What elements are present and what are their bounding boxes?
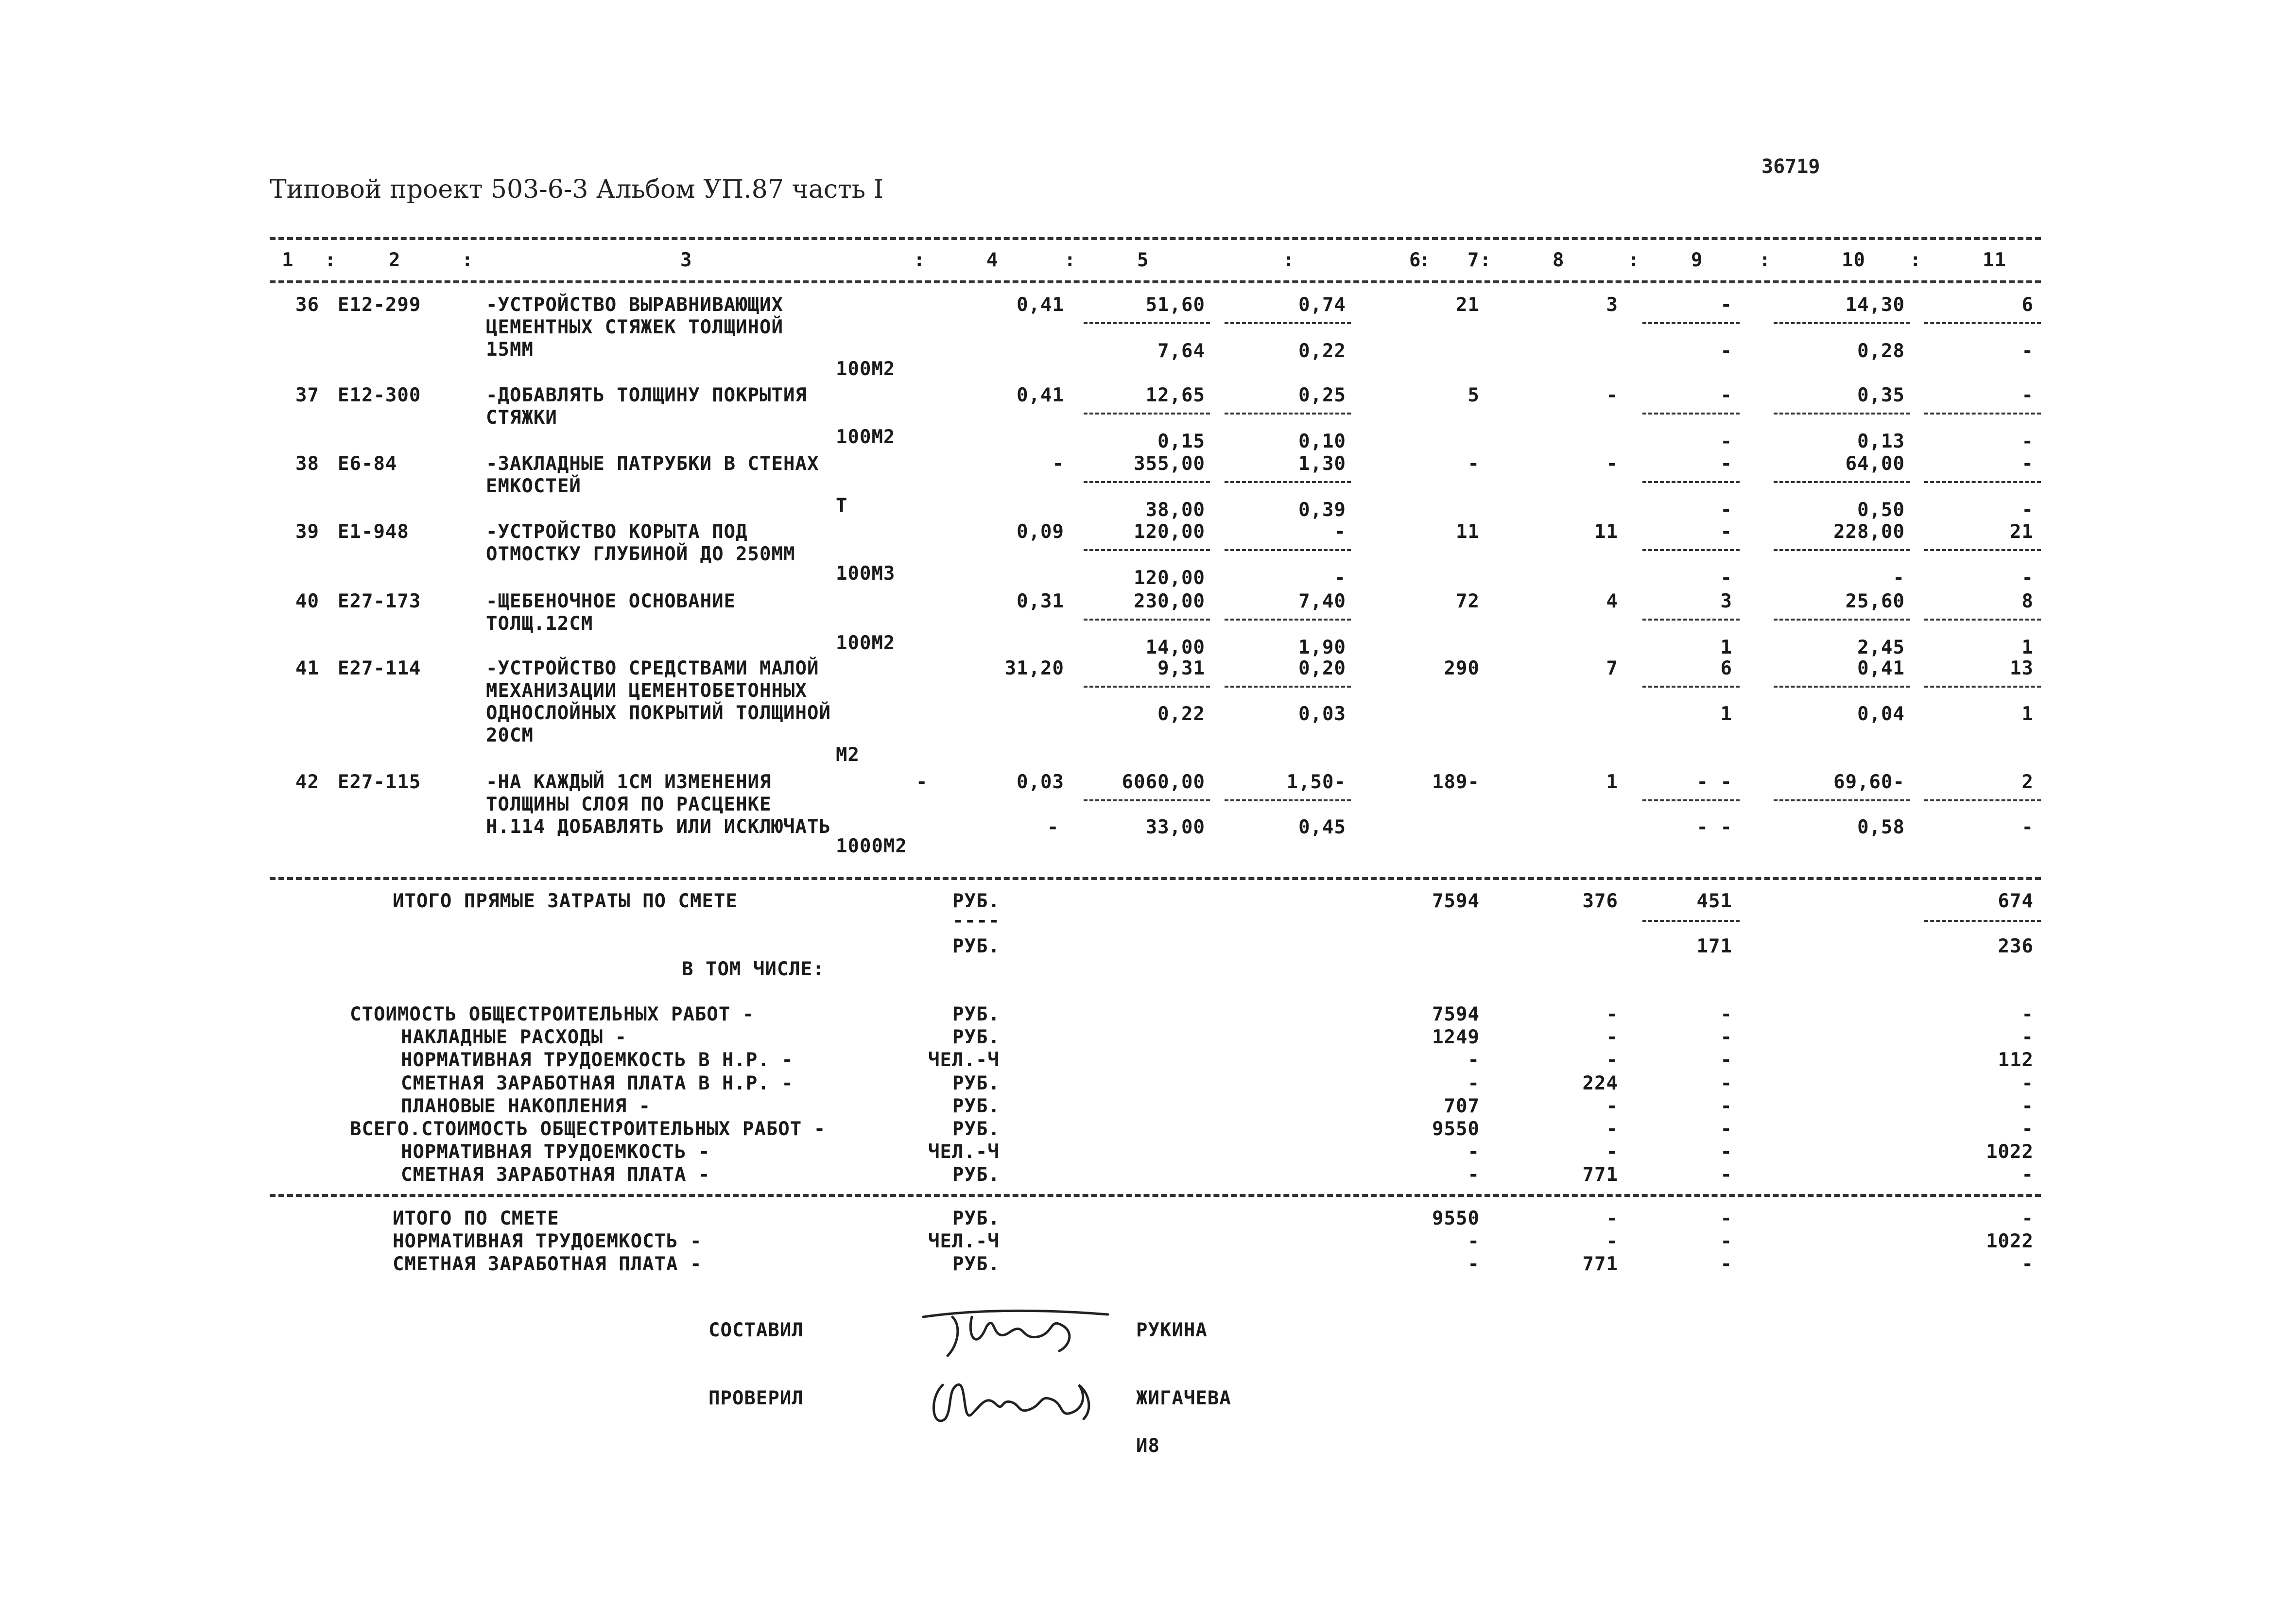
summary-col-7: 1249 xyxy=(1432,1026,1480,1048)
value-col-11: - xyxy=(2021,384,2034,406)
value-col-7: 290 xyxy=(1444,657,1480,679)
column-separator: : xyxy=(1628,249,1640,271)
top-rule xyxy=(270,237,2041,240)
value-col-4: - xyxy=(1052,453,1064,475)
work-description: -УСТРОЙСТВО ВЫРАВНИВАЮЩИХ xyxy=(486,294,783,316)
sub-rule xyxy=(1924,549,2041,551)
compiled-label: СОСТАВИЛ xyxy=(708,1319,804,1341)
sheet-number: 36719 xyxy=(1761,156,1820,178)
sub-rule xyxy=(1642,322,1740,324)
row-number: 36 xyxy=(295,294,319,316)
sub-rule xyxy=(1084,549,1210,551)
column-number: 11 xyxy=(1983,249,2006,271)
sub-rule xyxy=(1642,481,1740,483)
rate-code: Е27-114 xyxy=(338,657,421,679)
sub-rule xyxy=(1642,619,1740,621)
salary-col-9: - xyxy=(1720,499,1732,521)
checked-label: ПРОВЕРИЛ xyxy=(708,1387,804,1409)
unit: 1000М2 xyxy=(836,835,907,857)
row-number: 37 xyxy=(295,384,319,406)
rate-code: Е27-173 xyxy=(338,590,421,612)
work-description: ТОЛЩ.12СМ xyxy=(486,613,593,635)
sub-rule xyxy=(1225,799,1351,801)
final-col-11: - xyxy=(2021,1253,2034,1275)
value-col-10: 0,41 xyxy=(1857,657,1905,679)
unit: РУБ. xyxy=(952,1095,1000,1117)
value-col-7: - xyxy=(1467,453,1480,475)
work-description: МЕХАНИЗАЦИИ ЦЕМЕНТОБЕТОННЫХ xyxy=(486,680,807,702)
salary-col-5: 33,00 xyxy=(1145,816,1205,838)
sub-rule xyxy=(1774,322,1910,324)
salary-col-10: 2,45 xyxy=(1857,637,1905,658)
column-separator: : xyxy=(1064,249,1076,271)
sub-rule xyxy=(1084,686,1210,688)
summary-col-8: - xyxy=(1606,1095,1618,1117)
column-number: 2 xyxy=(389,249,401,271)
summary-col-8: - xyxy=(1606,1049,1618,1071)
unit: ЧЕЛ.-Ч xyxy=(928,1230,1000,1252)
column-separator: : xyxy=(1910,249,1922,271)
unit: РУБ. xyxy=(952,1026,1000,1048)
compiled-name: РУКИНА xyxy=(1136,1319,1208,1341)
column-number: 4 xyxy=(986,249,999,271)
sub-rule xyxy=(1774,619,1910,621)
unit-dash: ---- xyxy=(952,910,1000,932)
value-col-7: 21 xyxy=(1456,294,1480,316)
value-col-5: 120,00 xyxy=(1134,521,1205,543)
row-number: 42 xyxy=(295,771,319,793)
sub-rule xyxy=(1774,481,1910,483)
salary-col-9: 1 xyxy=(1720,703,1732,725)
row-number: 41 xyxy=(295,657,319,679)
sub-rule xyxy=(1225,686,1351,688)
summary-col-7: 7594 xyxy=(1432,1003,1480,1025)
sub-rule xyxy=(1642,799,1740,801)
unit: М2 xyxy=(836,744,860,766)
final-col-11: - xyxy=(2021,1208,2034,1229)
value-col-10: 0,35 xyxy=(1857,384,1905,406)
rate-code: Е27-115 xyxy=(338,771,421,793)
unit: 100М2 xyxy=(836,632,896,654)
work-description: 20СМ xyxy=(486,725,534,746)
summary-line-label: НОРМАТИВНАЯ ТРУДОЕМКОСТЬ В Н.Р. - xyxy=(401,1049,794,1071)
value-col-4: 0,41 xyxy=(1017,384,1064,406)
value-col-4: 0,09 xyxy=(1017,521,1064,543)
sub-rule xyxy=(1642,920,1740,922)
summary-col-8: 224 xyxy=(1582,1072,1618,1094)
total-col-9: 451 xyxy=(1696,890,1732,912)
sub-rule xyxy=(1774,686,1910,688)
value-col-8: 11 xyxy=(1594,521,1618,543)
salary-col-11: 1 xyxy=(2021,703,2034,725)
summary-col-7: - xyxy=(1467,1141,1480,1163)
compiled-signature xyxy=(918,1297,1122,1361)
unit: 100М2 xyxy=(836,426,896,448)
final-line-label: СМЕТНАЯ ЗАРАБОТНАЯ ПЛАТА - xyxy=(393,1253,702,1275)
salary-col-9: - xyxy=(1720,431,1732,452)
summary-col-8: 771 xyxy=(1582,1164,1618,1186)
summary-col-9: - xyxy=(1720,1164,1732,1186)
value-col-8: 7 xyxy=(1606,657,1618,679)
unit: 100М3 xyxy=(836,563,896,585)
summary-col-9: - xyxy=(1720,1049,1732,1071)
unit: ЧЕЛ.-Ч xyxy=(928,1141,1000,1163)
value-col-9: - xyxy=(1720,384,1732,406)
value-col-5: 6060,00 xyxy=(1122,771,1205,793)
summary-col-7: 9550 xyxy=(1432,1118,1480,1140)
salary-col-9: - xyxy=(1720,340,1732,362)
value-col-8: 3 xyxy=(1606,294,1618,316)
salary-col-6: 0,22 xyxy=(1298,340,1346,362)
section-rule xyxy=(270,877,2041,880)
final-col-9: - xyxy=(1720,1230,1732,1252)
work-description: ТОЛЩИНЫ СЛОЯ ПО РАСЦЕНКЕ xyxy=(486,794,772,815)
value-col-11: - xyxy=(2021,453,2034,475)
work-description: ОДНОСЛОЙНЫХ ПОКРЫТИЙ ТОЛЩИНОЙ xyxy=(486,702,831,724)
value-col-9: - xyxy=(1720,453,1732,475)
header-rule xyxy=(270,280,2041,283)
checked-name: ЖИГАЧЕВА xyxy=(1136,1387,1231,1409)
column-separator: : xyxy=(325,249,337,271)
value-col-6: 7,40 xyxy=(1298,590,1346,612)
sub-rule xyxy=(1225,413,1351,415)
value-col-6: 0,74 xyxy=(1298,294,1346,316)
sub-rule xyxy=(1225,619,1351,621)
salary-col-5: 38,00 xyxy=(1145,499,1205,521)
value-col-11: 13 xyxy=(2010,657,2034,679)
sub-rule xyxy=(1225,322,1351,324)
salary-col-10: 0,04 xyxy=(1857,703,1905,725)
sub-rule xyxy=(1084,413,1210,415)
value-col-9: - - xyxy=(1696,771,1732,793)
value-col-7: 5 xyxy=(1467,384,1480,406)
including-label: В ТОМ ЧИСЛЕ: xyxy=(682,958,825,980)
value-col-4: 31,20 xyxy=(1004,657,1064,679)
salary-col-6: 0,39 xyxy=(1298,499,1346,521)
unit: РУБ. xyxy=(952,1208,1000,1229)
work-description: -УСТРОЙСТВО КОРЫТА ПОД xyxy=(486,521,748,543)
summary-col-11: - xyxy=(2021,1118,2034,1140)
total-salary-col-9: 171 xyxy=(1696,935,1732,957)
value-col-9: - xyxy=(1720,294,1732,316)
final-col-7: - xyxy=(1467,1230,1480,1252)
value-col-8: 1 xyxy=(1606,771,1618,793)
total-col-8: 376 xyxy=(1582,890,1618,912)
column-number: 5 xyxy=(1137,249,1149,271)
value-col-9: 6 xyxy=(1720,657,1732,679)
salary-col-10: 0,50 xyxy=(1857,499,1905,521)
summary-line-label: СМЕТНАЯ ЗАРАБОТНАЯ ПЛАТА - xyxy=(401,1164,710,1186)
value-col-4: 0,03 xyxy=(1017,771,1064,793)
sub-rule xyxy=(1924,413,2041,415)
work-description: -УСТРОЙСТВО СРЕДСТВАМИ МАЛОЙ xyxy=(486,657,819,679)
unit: Т xyxy=(836,495,848,517)
salary-col-11: - xyxy=(2021,499,2034,521)
column-number: 10 xyxy=(1842,249,1865,271)
sub-rule xyxy=(1924,920,2041,922)
final-rule xyxy=(270,1194,2041,1197)
value-col-4: 0,41 xyxy=(1017,294,1064,316)
column-number: 9 xyxy=(1691,249,1703,271)
row-number: 39 xyxy=(295,521,319,543)
mark: - xyxy=(916,771,928,793)
salary-col-11: - xyxy=(2021,340,2034,362)
final-col-7: - xyxy=(1467,1253,1480,1275)
column-separator: : xyxy=(914,249,926,271)
unit: ЧЕЛ.-Ч xyxy=(928,1049,1000,1071)
summary-col-11: - xyxy=(2021,1072,2034,1094)
summary-line-label: НОРМАТИВНАЯ ТРУДОЕМКОСТЬ - xyxy=(401,1141,710,1163)
rate-code: Е6-84 xyxy=(338,453,397,475)
final-line-label: НОРМАТИВНАЯ ТРУДОЕМКОСТЬ - xyxy=(393,1230,702,1252)
final-col-8: - xyxy=(1606,1208,1618,1229)
salary-col-6: - xyxy=(1334,567,1346,589)
summary-col-9: - xyxy=(1720,1095,1732,1117)
unit: РУБ. xyxy=(952,890,1000,912)
value-col-6: 0,25 xyxy=(1298,384,1346,406)
final-col-8: - xyxy=(1606,1230,1618,1252)
column-number: 3 xyxy=(680,249,692,271)
final-col-8: 771 xyxy=(1582,1253,1618,1275)
column-separator: : xyxy=(1283,249,1295,271)
salary-col-5: 0,15 xyxy=(1157,431,1205,452)
final-col-11: 1022 xyxy=(1986,1230,2034,1252)
summary-col-7: - xyxy=(1467,1164,1480,1186)
summary-col-9: - xyxy=(1720,1118,1732,1140)
column-separator: : xyxy=(1419,249,1431,271)
summary-col-9: - xyxy=(1720,1026,1732,1048)
summary-line-label: ПЛАНОВЫЕ НАКОПЛЕНИЯ - xyxy=(401,1095,651,1117)
checked-signature xyxy=(923,1365,1118,1438)
value-col-11: 2 xyxy=(2021,771,2034,793)
final-col-7: 9550 xyxy=(1432,1208,1480,1229)
summary-col-7: - xyxy=(1467,1072,1480,1094)
work-description: -НА КАЖДЫЙ 1СМ ИЗМЕНЕНИЯ xyxy=(486,771,772,793)
rate-code: Е12-299 xyxy=(338,294,421,316)
unit: РУБ. xyxy=(952,1164,1000,1186)
direct-costs-label: ИТОГО ПРЯМЫЕ ЗАТРАТЫ ПО СМЕТЕ xyxy=(393,890,738,912)
column-separator: : xyxy=(462,249,474,271)
column-number: 8 xyxy=(1553,249,1565,271)
summary-line-label: СМЕТНАЯ ЗАРАБОТНАЯ ПЛАТА В Н.Р. - xyxy=(401,1072,794,1094)
sub-rule xyxy=(1774,413,1910,415)
value-col-4: 0,31 xyxy=(1017,590,1064,612)
mark: - xyxy=(1047,816,1059,838)
final-col-9: - xyxy=(1720,1208,1732,1229)
value-col-9: 3 xyxy=(1720,590,1732,612)
sub-rule xyxy=(1924,799,2041,801)
salary-col-5: 0,22 xyxy=(1157,703,1205,725)
value-col-7: 189- xyxy=(1432,771,1480,793)
row-number: 38 xyxy=(295,453,319,475)
sub-rule xyxy=(1774,549,1910,551)
work-description: Н.114 ДОБАВЛЯТЬ ИЛИ ИСКЛЮЧАТЬ xyxy=(486,816,831,838)
salary-col-11: 1 xyxy=(2021,637,2034,658)
value-col-6: 1,50- xyxy=(1286,771,1346,793)
sub-rule xyxy=(1642,413,1740,415)
column-separator: : xyxy=(1759,249,1771,271)
salary-col-11: - xyxy=(2021,431,2034,452)
sub-rule xyxy=(1924,686,2041,688)
salary-col-9: - xyxy=(1720,567,1732,589)
value-col-7: 11 xyxy=(1456,521,1480,543)
value-col-10: 25,60 xyxy=(1845,590,1905,612)
summary-col-8: - xyxy=(1606,1026,1618,1048)
value-col-8: - xyxy=(1606,453,1618,475)
sub-rule xyxy=(1084,799,1210,801)
value-col-11: 21 xyxy=(2010,521,2034,543)
sub-rule xyxy=(1642,549,1740,551)
value-col-8: - xyxy=(1606,384,1618,406)
salary-col-5: 7,64 xyxy=(1157,340,1205,362)
work-description: -ДОБАВЛЯТЬ ТОЛЩИНУ ПОКРЫТИЯ xyxy=(486,384,807,406)
unit: РУБ. xyxy=(952,1072,1000,1094)
sub-rule xyxy=(1084,619,1210,621)
total-col-7: 7594 xyxy=(1432,890,1480,912)
salary-col-9: 1 xyxy=(1720,637,1732,658)
work-description: 15ММ xyxy=(486,339,534,361)
value-col-11: 8 xyxy=(2021,590,2034,612)
total-salary-col-11: 236 xyxy=(1998,935,2034,957)
value-col-6: 0,20 xyxy=(1298,657,1346,679)
value-col-5: 9,31 xyxy=(1157,657,1205,679)
value-col-6: - xyxy=(1334,521,1346,543)
unit: РУБ. xyxy=(952,935,1000,957)
total-col-11: 674 xyxy=(1998,890,2034,912)
value-col-5: 355,00 xyxy=(1134,453,1205,475)
value-col-10: 64,00 xyxy=(1845,453,1905,475)
value-col-5: 12,65 xyxy=(1145,384,1205,406)
summary-col-11: - xyxy=(2021,1164,2034,1186)
sub-rule xyxy=(1642,686,1740,688)
work-description: ЦЕМЕНТНЫХ СТЯЖЕК ТОЛЩИНОЙ xyxy=(486,316,783,338)
salary-col-9: - - xyxy=(1696,816,1732,838)
value-col-9: - xyxy=(1720,521,1732,543)
sub-rule xyxy=(1924,481,2041,483)
summary-col-11: - xyxy=(2021,1095,2034,1117)
unit: РУБ. xyxy=(952,1253,1000,1275)
row-number: 40 xyxy=(295,590,319,612)
summary-col-8: - xyxy=(1606,1118,1618,1140)
salary-col-10: 0,13 xyxy=(1857,431,1905,452)
work-description: -ЩЕБЕНОЧНОЕ ОСНОВАНИЕ xyxy=(486,590,736,612)
unit: 100М2 xyxy=(836,358,896,380)
value-col-10: 14,30 xyxy=(1845,294,1905,316)
value-col-5: 230,00 xyxy=(1134,590,1205,612)
final-line-label: ИТОГО ПО СМЕТЕ xyxy=(393,1208,559,1229)
rate-code: Е12-300 xyxy=(338,384,421,406)
work-description: ОТМОСТКУ ГЛУБИНОЙ ДО 250ММ xyxy=(486,543,795,565)
sub-rule xyxy=(1225,481,1351,483)
salary-col-5: 120,00 xyxy=(1134,567,1205,589)
summary-line-label: СТОИМОСТЬ ОБЩЕСТРОИТЕЛЬНЫХ РАБОТ - xyxy=(350,1003,755,1025)
value-col-5: 51,60 xyxy=(1145,294,1205,316)
salary-col-10: - xyxy=(1893,567,1905,589)
sub-rule xyxy=(1225,549,1351,551)
column-separator: : xyxy=(1480,249,1492,271)
summary-col-11: - xyxy=(2021,1026,2034,1048)
summary-col-9: - xyxy=(1720,1072,1732,1094)
value-col-7: 72 xyxy=(1456,590,1480,612)
value-col-10: 228,00 xyxy=(1833,521,1905,543)
unit: РУБ. xyxy=(952,1003,1000,1025)
document-title: Типовой проект 503-6-3 Альбом УП.87 часть I xyxy=(270,175,884,204)
sub-rule xyxy=(1924,322,2041,324)
unit: РУБ. xyxy=(952,1118,1000,1140)
summary-col-9: - xyxy=(1720,1003,1732,1025)
page-number: И8 xyxy=(1136,1435,1160,1457)
summary-line-label: НАКЛАДНЫЕ РАСХОДЫ - xyxy=(401,1026,627,1048)
salary-col-6: 1,90 xyxy=(1298,637,1346,658)
column-number: 1 xyxy=(282,249,294,271)
salary-col-6: 0,45 xyxy=(1298,816,1346,838)
summary-col-8: - xyxy=(1606,1003,1618,1025)
value-col-10: 69,60- xyxy=(1833,771,1905,793)
summary-col-11: 112 xyxy=(1998,1049,2034,1071)
salary-col-11: - xyxy=(2021,567,2034,589)
column-number: 7 xyxy=(1467,249,1480,271)
work-description: СТЯЖКИ xyxy=(486,407,557,429)
final-col-9: - xyxy=(1720,1253,1732,1275)
summary-col-9: - xyxy=(1720,1141,1732,1163)
sub-rule xyxy=(1924,619,2041,621)
rate-code: Е1-948 xyxy=(338,521,409,543)
summary-col-7: 707 xyxy=(1444,1095,1480,1117)
value-col-8: 4 xyxy=(1606,590,1618,612)
value-col-11: 6 xyxy=(2021,294,2034,316)
summary-col-11: 1022 xyxy=(1986,1141,2034,1163)
salary-col-10: 0,58 xyxy=(1857,816,1905,838)
summary-col-7: - xyxy=(1467,1049,1480,1071)
sub-rule xyxy=(1084,481,1210,483)
salary-col-5: 14,00 xyxy=(1145,637,1205,658)
value-col-6: 1,30 xyxy=(1298,453,1346,475)
salary-col-11: - xyxy=(2021,816,2034,838)
summary-col-11: - xyxy=(2021,1003,2034,1025)
sub-rule xyxy=(1084,322,1210,324)
work-description: -ЗАКЛАДНЫЕ ПАТРУБКИ В СТЕНАХ xyxy=(486,453,819,475)
summary-col-8: - xyxy=(1606,1141,1618,1163)
salary-col-6: 0,03 xyxy=(1298,703,1346,725)
column-number: 6 xyxy=(1409,249,1421,271)
sub-rule xyxy=(1774,799,1910,801)
work-description: ЕМКОСТЕЙ xyxy=(486,475,581,497)
salary-col-6: 0,10 xyxy=(1298,431,1346,452)
summary-line-label: ВСЕГО.СТОИМОСТЬ ОБЩЕСТРОИТЕЛЬНЫХ РАБОТ - xyxy=(350,1118,826,1140)
salary-col-10: 0,28 xyxy=(1857,340,1905,362)
